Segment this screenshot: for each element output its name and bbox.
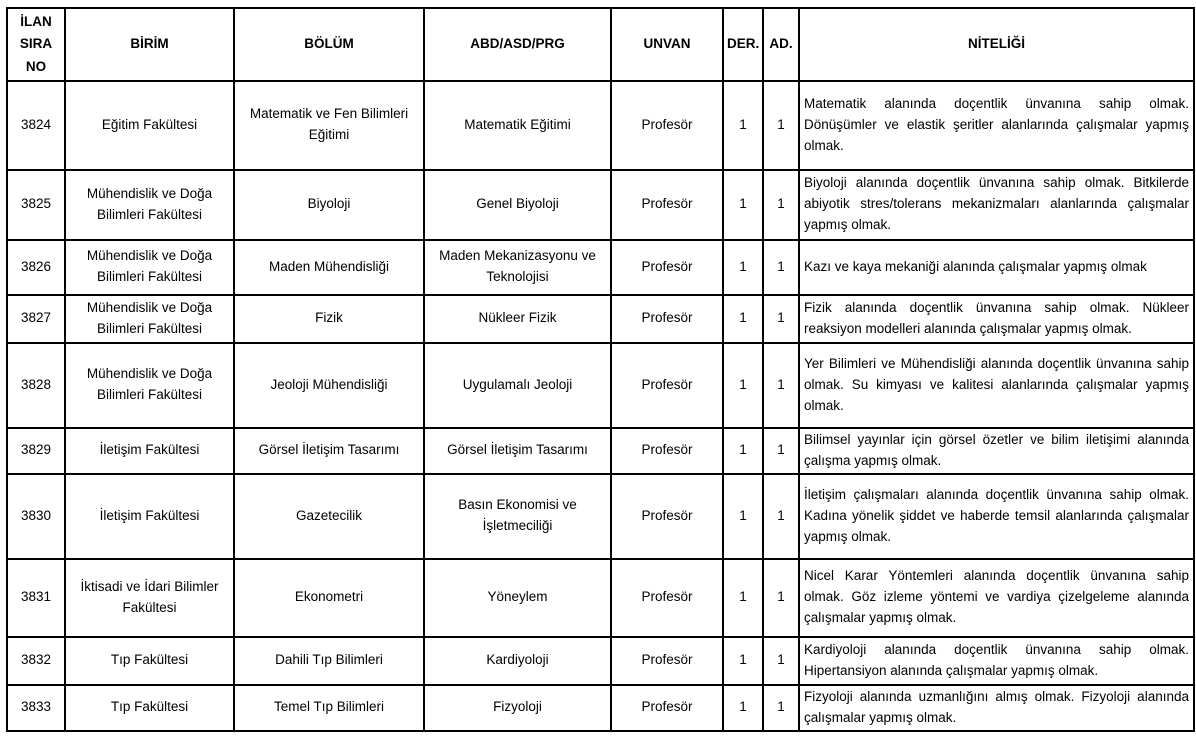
cell-unvan: Profesör <box>611 559 723 637</box>
cell-no: 3826 <box>7 240 65 295</box>
table-row <box>7 685 1194 731</box>
cell-bolum: Gazetecilik <box>234 474 424 559</box>
cell-birim: Mühendislik ve Doğa Bilimleri Fakültesi <box>65 295 234 343</box>
cell-ad: 1 <box>763 343 799 428</box>
cell-bolum: Ekonometri <box>234 559 424 637</box>
cell-bolum: Görsel İletişim Tasarımı <box>234 428 424 474</box>
cell-der: 1 <box>723 295 763 343</box>
cell-unvan: Profesör <box>611 685 723 731</box>
cell-ad: 1 <box>763 637 799 685</box>
cell-no: 3829 <box>7 428 65 474</box>
cell-ad: 1 <box>763 559 799 637</box>
cell-ad: 1 <box>763 240 799 295</box>
cell-nitelik: Kardiyoloji alanında doçentlik ünvanına sahip olmak. Hipertansiyon alanında çalışmalar yapmış olmak. <box>799 637 1194 685</box>
table-row <box>7 637 1194 685</box>
header-row <box>7 8 1194 81</box>
cell-unvan: Profesör <box>611 474 723 559</box>
table-row <box>7 428 1194 474</box>
cell-no: 3825 <box>7 170 65 240</box>
cell-nitelik: Nicel Karar Yöntemleri alanında doçentlik ünvanına sahip olmak. Göz izleme yöntemi ve vardiya çizelgeleme alanında çalışmalar yapmış olmak. <box>799 559 1194 637</box>
cell-birim: Eğitim Fakültesi <box>65 81 234 170</box>
cell-no: 3833 <box>7 685 65 731</box>
cell-birim: Tıp Fakültesi <box>65 637 234 685</box>
cell-nitelik: Fizik alanında doçentlik ünvanına sahip olmak. Nükleer reaksiyon modelleri alanında çalışmalar yapmış olmak. <box>799 295 1194 343</box>
cell-bolum: Temel Tıp Bilimleri <box>234 685 424 731</box>
cell-birim: Mühendislik ve Doğa Bilimleri Fakültesi <box>65 343 234 428</box>
cell-bolum: Maden Mühendisliği <box>234 240 424 295</box>
cell-abd: Basın Ekonomisi ve İşletmeciliği <box>424 474 611 559</box>
cell-abd: Yöneylem <box>424 559 611 637</box>
cell-nitelik: Fizyoloji alanında uzmanlığını almış olmak. Fizyoloji alanında çalışmalar yapmış olmak. <box>799 685 1194 731</box>
cell-abd: Genel Biyoloji <box>424 170 611 240</box>
cell-ad: 1 <box>763 474 799 559</box>
cell-nitelik: Kazı ve kaya mekaniği alanında çalışmalar yapmış olmak <box>799 240 1194 295</box>
cell-ad: 1 <box>763 428 799 474</box>
cell-no: 3824 <box>7 81 65 170</box>
cell-der: 1 <box>723 343 763 428</box>
table-row <box>7 81 1194 170</box>
cell-unvan: Profesör <box>611 637 723 685</box>
cell-unvan: Profesör <box>611 81 723 170</box>
table-row <box>7 343 1194 428</box>
cell-abd: Kardiyoloji <box>424 637 611 685</box>
cell-nitelik: Bilimsel yayınlar için görsel özetler ve bilim iletişimi alanında çalışma yapmış olmak. <box>799 428 1194 474</box>
cell-der: 1 <box>723 81 763 170</box>
cell-no: 3830 <box>7 474 65 559</box>
cell-ad: 1 <box>763 685 799 731</box>
table-row <box>7 559 1194 637</box>
cell-abd: Matematik Eğitimi <box>424 81 611 170</box>
cell-der: 1 <box>723 428 763 474</box>
cell-unvan: Profesör <box>611 170 723 240</box>
cell-unvan: Profesör <box>611 240 723 295</box>
header-abd-asd-prg: ABD/ASD/PRG <box>424 8 611 81</box>
table-row <box>7 295 1194 343</box>
cell-der: 1 <box>723 559 763 637</box>
cell-nitelik: Yer Bilimleri ve Mühendisliği alanında doçentlik ünvanına sahip olmak. Su kimyası ve kalitesi alanlarında çalışmalar yapmış olmak. <box>799 343 1194 428</box>
cell-birim: İletişim Fakültesi <box>65 474 234 559</box>
cell-birim: İktisadi ve İdari Bilimler Fakültesi <box>65 559 234 637</box>
cell-no: 3828 <box>7 343 65 428</box>
cell-unvan: Profesör <box>611 343 723 428</box>
cell-ad: 1 <box>763 295 799 343</box>
cell-bolum: Biyoloji <box>234 170 424 240</box>
job-postings-table <box>6 7 1195 732</box>
cell-abd: Görsel İletişim Tasarımı <box>424 428 611 474</box>
cell-ad: 1 <box>763 81 799 170</box>
cell-der: 1 <box>723 170 763 240</box>
table-row <box>7 170 1194 240</box>
cell-birim: Mühendislik ve Doğa Bilimleri Fakültesi <box>65 240 234 295</box>
cell-abd: Uygulamalı Jeoloji <box>424 343 611 428</box>
cell-abd: Fizyoloji <box>424 685 611 731</box>
cell-abd: Maden Mekanizasyonu ve Teknolojisi <box>424 240 611 295</box>
header-ilan-sira-no: İLAN SIRA NO <box>7 8 65 81</box>
table-body <box>7 81 1194 731</box>
cell-der: 1 <box>723 637 763 685</box>
header-birim: BİRİM <box>65 8 234 81</box>
header-unvan: UNVAN <box>611 8 723 81</box>
cell-birim: Mühendislik ve Doğa Bilimleri Fakültesi <box>65 170 234 240</box>
header-bolum: BÖLÜM <box>234 8 424 81</box>
table-row <box>7 474 1194 559</box>
cell-nitelik: Matematik alanında doçentlik ünvanına sahip olmak. Dönüşümler ve elastik şeritler alanlarında çalışmalar yapmış olmak. <box>799 81 1194 170</box>
table-row <box>7 240 1194 295</box>
cell-der: 1 <box>723 685 763 731</box>
header-der: DER. <box>723 8 763 81</box>
cell-bolum: Fizik <box>234 295 424 343</box>
cell-ad: 1 <box>763 170 799 240</box>
cell-bolum: Jeoloji Mühendisliği <box>234 343 424 428</box>
cell-no: 3831 <box>7 559 65 637</box>
cell-birim: Tıp Fakültesi <box>65 685 234 731</box>
cell-nitelik: Biyoloji alanında doçentlik ünvanına sahip olmak. Bitkilerde abiyotik stres/tolerans mekanizmaları alanlarında çalışmalar yapmış olmak. <box>799 170 1194 240</box>
cell-der: 1 <box>723 240 763 295</box>
cell-no: 3832 <box>7 637 65 685</box>
cell-unvan: Profesör <box>611 295 723 343</box>
cell-unvan: Profesör <box>611 428 723 474</box>
cell-no: 3827 <box>7 295 65 343</box>
cell-nitelik: İletişim çalışmaları alanında doçentlik ünvanına sahip olmak. Kadına yönelik şiddet ve haberde temsil alanlarında çalışmalar yapmış olmak. <box>799 474 1194 559</box>
cell-bolum: Dahili Tıp Bilimleri <box>234 637 424 685</box>
header-niteligi: NİTELİĞİ <box>799 8 1194 81</box>
table-header <box>7 8 1194 81</box>
cell-birim: İletişim Fakültesi <box>65 428 234 474</box>
header-ad: AD. <box>763 8 799 81</box>
cell-bolum: Matematik ve Fen Bilimleri Eğitimi <box>234 81 424 170</box>
cell-abd: Nükleer Fizik <box>424 295 611 343</box>
cell-der: 1 <box>723 474 763 559</box>
